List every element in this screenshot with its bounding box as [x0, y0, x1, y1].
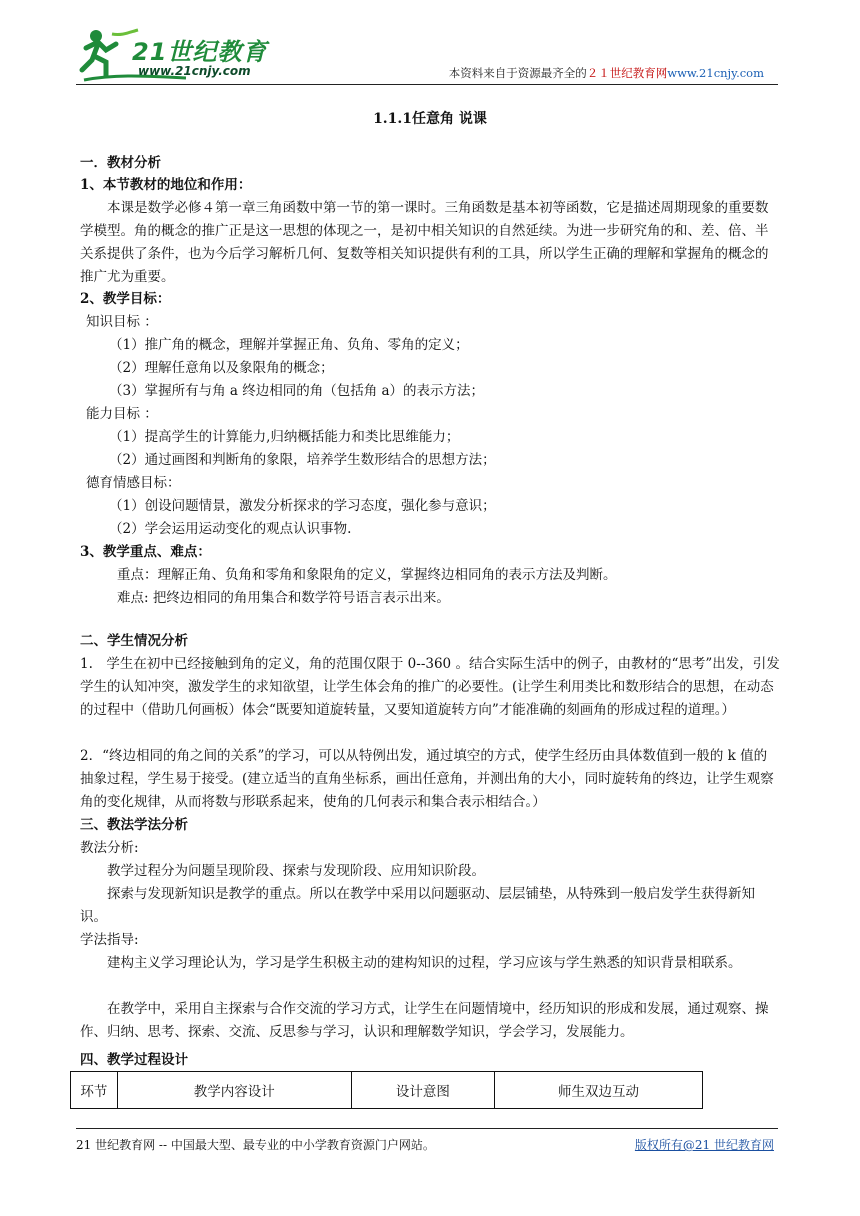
knowledge-goal-item: （2）理解任意角以及象限角的概念； — [109, 360, 334, 376]
section-3-heading: 三、教法学法分析 — [80, 817, 188, 833]
ability-goal-item: （2）通过画图和判断角的象限，培养学生数形结合的思想方法； — [109, 452, 496, 468]
section-4-heading: 四、教学过程设计 — [80, 1052, 188, 1068]
learning-method-label: 学法指导: — [80, 932, 139, 948]
section-1-sub-1: 1、本节教材的地位和作用： — [80, 177, 252, 193]
table-header-cell: 教学内容设计 — [117, 1072, 351, 1109]
moral-goal-item: （1）创设问题情景，激发分析探求的学习态度，强化参与意识； — [109, 498, 496, 514]
header-prefix: 本资料来自于资源最齐全的 — [448, 66, 587, 80]
site-logo — [76, 26, 306, 88]
header-site-url[interactable]: www.21cnjy.com — [667, 66, 764, 80]
learning-method-text-2: 在教学中，采用自主探索与合作交流的学习方式，让学生在问题情境中，经历知识的形成和发展，通过观察、操作、归纳、思考、探索、交流、反思参与学习，认识和理解数学知识，学会学习，发展能力。 — [80, 1001, 769, 1040]
logo-url-text: www.21cnjy.com — [138, 64, 251, 78]
key-point-text: 重点：理解正角、负角和零角和象限角的定义，掌握终边相同角的表示方法及判断。 — [117, 567, 617, 583]
table-header-cell: 师生双边互动 — [494, 1072, 702, 1109]
knowledge-goals-label: 知识目标 ： — [86, 314, 158, 330]
moral-goal-item: （2）学会运用运动变化的观点认识事物. — [109, 521, 352, 537]
teaching-method-text-2: 探索与发现新知识是教学的重点。所以在教学中采用以问题驱动、层层铺垫，从特殊到一般启发学生获得新知识。 — [80, 886, 755, 925]
table-header-row — [71, 1072, 703, 1109]
table-header-cell: 设计意图 — [351, 1072, 494, 1109]
moral-goals-label: 德育情感目标： — [86, 475, 181, 491]
teaching-method-text-1: 教学过程分为问题呈现阶段、探索与发现阶段、应用知识阶段。 — [107, 863, 485, 879]
difficulty-text: 难点: 把终边相同的角用集合和数学符号语言表示出来。 — [117, 590, 450, 606]
section-2-heading: 二、学生情况分析 — [80, 633, 188, 649]
knowledge-goal-item: （1）推广角的概念，理解并掌握正角、负角、零角的定义； — [109, 337, 469, 353]
footer-divider — [76, 1128, 778, 1129]
table-header-cell: 环节 — [71, 1072, 118, 1109]
section-1-sub-3: 3、教学重点、难点： — [80, 544, 211, 560]
footer-copyright-link[interactable]: 版权所有@21 世纪教育网 — [634, 1138, 774, 1152]
section-1-heading: 一．教材分析 — [80, 155, 161, 171]
ability-goals-label: 能力目标 ： — [86, 406, 158, 422]
student-analysis-item-2: 2．“终边相同的角之间的关系”的学习，可以从特例出发，通过填空的方式，使学生经历由具体数值到一般的 k 值的抽象过程，学生易于接受。(建立适当的直角坐标系，画出任意角，并测出角的大小，同时旋转角的终边，让学生观察角的变化规律，从而将数与形联系起来，使角的几何表示和集合表示相结合。） — [80, 748, 774, 810]
header-site-name: ２１世纪教育网 — [586, 66, 668, 80]
learning-method-text-1: 建构主义学习理论认为，学习是学生积极主动的建构知识的过程，学习应该与学生熟悉的知识背景相联系。 — [107, 955, 742, 971]
header-divider — [76, 84, 778, 85]
section-1-paragraph-1: 本课是数学必修４第一章三角函数中第一节的第一课时。三角函数是基本初等函数，它是描述周期现象的重要数学模型。角的概念的推广正是这一思想的体现之一，是初中相关知识的自然延续。为进一步研究角的和、差、倍、半关系提供了条件，也为今后学习解析几何、复数等相关知识提供有利的工具，所以学生正确的理解和掌握角的概念的推广尤为重要。 — [80, 200, 769, 285]
document-title: 1.1.1任意角 说课 — [373, 111, 487, 127]
ability-goal-item: （1）提高学生的计算能力,归纳概括能力和类比思维能力； — [109, 429, 460, 445]
logo-brand-text: 21世纪教育 — [132, 38, 268, 66]
section-1-sub-2: 2、教学目标： — [80, 291, 171, 307]
knowledge-goal-item: （3）掌握所有与角 a 终边相同的角（包括角 a）的表示方法； — [109, 383, 485, 399]
teaching-method-label: 教法分析: — [80, 840, 139, 856]
student-analysis-item-1: 1. 学生在初中已经接触到角的定义，角的范围仅限于 0--360 。结合实际生活中的例子，由教材的“思考”出发，引发学生的认知冲突，激发学生的求知欲望，让学生体会角的推广的必要性。(让学生利用类比和数形结合的思想，在动态的过程中（借助几何画板）体会“既要知道旋转量，又要知道旋转方向”才能准确的刻画角的形成过程的道理。） — [80, 656, 780, 718]
footer-site-description: 21 世纪教育网 -- 中国最大型、最专业的中小学教育资源门户网站。 — [76, 1138, 435, 1152]
header-source-note — [449, 65, 764, 81]
process-design-table — [70, 1071, 703, 1109]
